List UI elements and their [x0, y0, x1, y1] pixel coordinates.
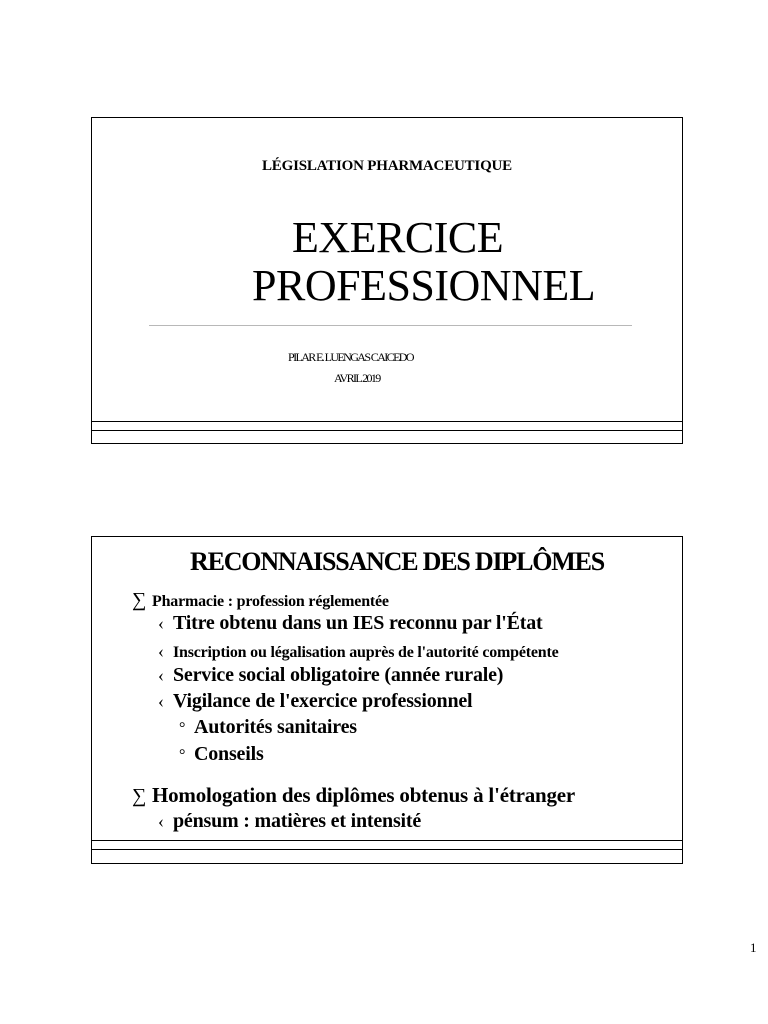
page-number: 1 — [750, 940, 757, 955]
title-divider — [149, 325, 632, 326]
slide-heading: RECONNAISSANCE DES DIPLÔMES — [190, 547, 605, 576]
presentation-date: AVRIL 2019 — [334, 371, 380, 385]
bullet-item — [158, 810, 421, 833]
bullet-item — [158, 612, 542, 635]
slide-footer-line — [92, 849, 682, 850]
bullet-item — [158, 641, 559, 662]
bullet-text: Autorités sanitaires — [194, 716, 357, 738]
bullet-item — [158, 690, 472, 713]
angle-bullet-icon: ‹ — [158, 613, 164, 633]
bullet-item — [132, 783, 575, 808]
angle-bullet-icon: ‹ — [158, 691, 164, 711]
degree-bullet-icon: ° — [179, 747, 186, 764]
slide-footer-line — [92, 430, 682, 431]
bullet-item — [158, 664, 503, 687]
bullet-item — [132, 589, 389, 612]
author-name: PILAR E. LUENGAS CAICEDO — [288, 350, 413, 364]
angle-bullet-icon: ‹ — [158, 665, 164, 685]
slide-footer-line — [92, 421, 682, 422]
angle-bullet-icon: ‹ — [158, 811, 164, 831]
sum-bullet-icon: ∑ — [132, 589, 147, 611]
slide-subtitle: LÉGISLATION PHARMACEUTIQUE — [262, 158, 512, 174]
sum-bullet-icon: ∑ — [132, 785, 147, 807]
bullet-text: Conseils — [194, 743, 264, 765]
bullet-text: pénsum : matières et intensité — [173, 810, 422, 832]
bullet-text: Inscription ou légalisation auprès de l'autorité compétente — [173, 644, 559, 661]
bullet-item — [179, 743, 264, 766]
bullet-text: Vigilance de l'exercice professionnel — [173, 690, 473, 712]
slide-title — [91, 117, 683, 444]
slide-footer-line — [92, 840, 682, 841]
slide-title-line-1: EXERCICE — [292, 213, 504, 262]
slide-content — [91, 536, 683, 864]
slide-title-line-2: PROFESSIONNEL — [252, 261, 596, 310]
angle-bullet-icon: ‹ — [158, 641, 164, 661]
bullet-text: Titre obtenu dans un IES reconnu par l'État — [173, 612, 543, 634]
bullet-text: Pharmacie : profession réglementée — [152, 593, 389, 610]
bullet-text: Service social obligatoire (année rurale) — [173, 664, 504, 686]
bullet-item — [179, 716, 357, 739]
degree-bullet-icon: ° — [179, 720, 186, 737]
bullet-text: Homologation des diplômes obtenus à l'étranger — [152, 783, 576, 807]
